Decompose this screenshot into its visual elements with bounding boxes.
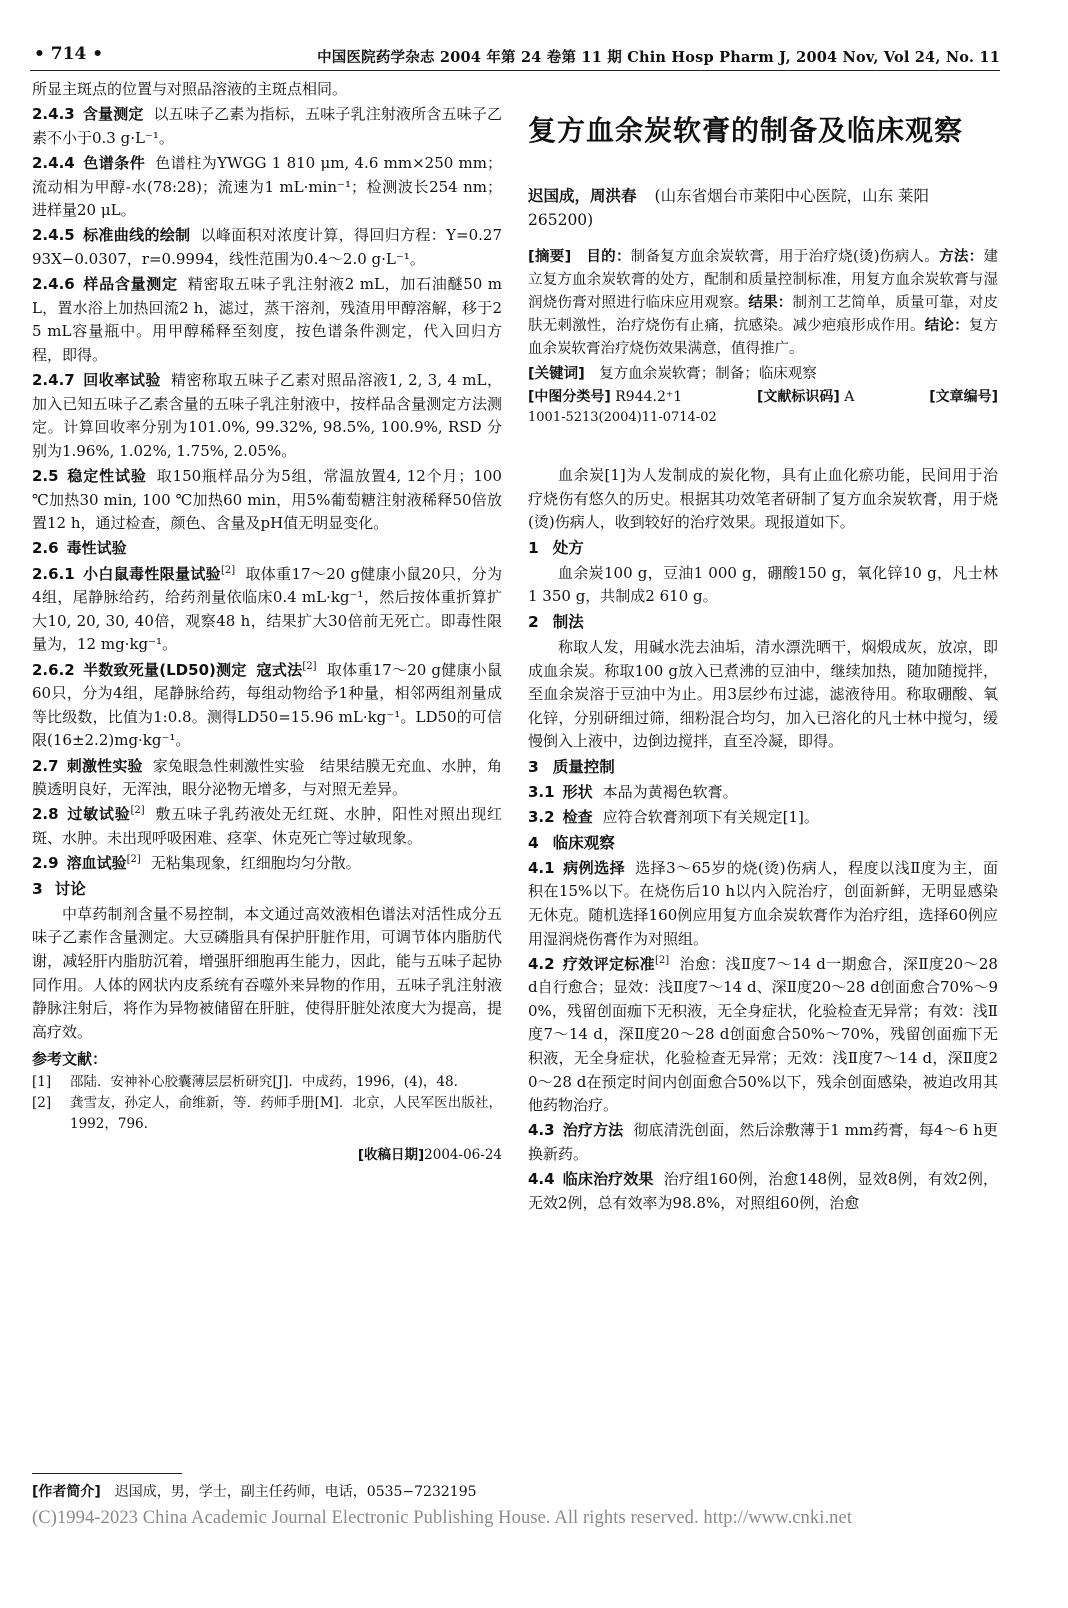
keywords-text: 复方血余炭软膏；制备；临床观察 bbox=[599, 366, 817, 382]
section-number: 4 bbox=[528, 833, 539, 852]
reference-item bbox=[32, 1093, 502, 1135]
received-label: [收稿日期] bbox=[357, 1147, 425, 1164]
section-title: 制法 bbox=[552, 612, 584, 631]
section-2-heading bbox=[528, 611, 998, 634]
section-number: 2.5 bbox=[32, 467, 59, 486]
section-text: 精密取五味子乳注射液2 mL，加石油醚50 mL，置水浴上加热回流2 h，滤过，蒸干溶剂，残渣用甲醇溶解，移于25 mL容量瓶中。用甲醇稀释至刻度，按色谱条件测定，代入回归方程，即得。 bbox=[32, 275, 502, 364]
section-text: 精密称取五味子乙素对照品溶液1, 2, 3, 4 mL，加入已知五味子乙素含量的五味子乳注射液中，按样品含量测定方法测定。计算回收率分别为101.0%, 99.32%, 98.5%, 100.9%, RSD 分别为1.96%, 1.02%, 1.75%, 2.05%。 bbox=[32, 371, 502, 460]
section-4-2 bbox=[528, 953, 998, 1118]
references-heading: 参考文献： bbox=[32, 1050, 108, 1069]
section-text: 家兔眼急性刺激性实验 结果结膜无充血、水肿，角膜透明良好，无浑浊，眼分泌物无增多，与对照无差异。 bbox=[32, 756, 502, 799]
discussion-paragraph: 中草药制剂含量不易控制，本文通过高效液相色谱法对活性成分五味子乙素作含量测定。大豆磷脂具有保护肝脏作用，可调节体内脂肪代谢，减轻肝内脂肪沉着，增强肝细胞再生能力，因此，能与五味子起协同作用。人体的网状内皮系统有吞噬外来异物的作用，五味子乳注射液静脉注射后，将作为异物被储留在肝脏，使得肝脏处浓度大为提高，提高疗效。 bbox=[32, 904, 502, 1041]
keywords bbox=[528, 363, 998, 386]
citation-ref: [2] bbox=[126, 854, 141, 866]
abstract-method-label: 方法： bbox=[939, 249, 984, 265]
section-2-4-4 bbox=[32, 152, 502, 223]
page-header bbox=[30, 44, 1000, 71]
continuation-paragraph: 所显主斑点的位置与对照品溶液的主斑点相同。 bbox=[32, 80, 348, 98]
citation-ref: [2] bbox=[220, 564, 236, 576]
section-2-4-3 bbox=[32, 103, 502, 150]
section-2-8 bbox=[32, 803, 502, 850]
section-4-3 bbox=[528, 1119, 998, 1166]
section-number: 2.4.3 bbox=[32, 105, 75, 124]
section-2-6-2 bbox=[32, 659, 502, 753]
section-title: 样品含量测定 bbox=[82, 275, 178, 294]
section-2-7 bbox=[32, 755, 502, 802]
abstract bbox=[528, 246, 998, 361]
section-title: 小白鼠毒性限量试验 bbox=[82, 564, 221, 583]
section-title: 含量测定 bbox=[82, 105, 144, 124]
section-3-heading-right bbox=[528, 756, 998, 779]
section-2-6-1 bbox=[32, 563, 502, 657]
abstract-label: [摘要] bbox=[528, 249, 572, 265]
section-text: 取体重17～20 g健康小鼠20只，分为4组，尾静脉给药，给药剂量依临床0.4 mL·kg⁻¹，然后按体重折算扩大10, 20, 30, 40倍，观察48 h，结果扩大30倍前无死亡。即毒性限量为，12 mg·kg⁻¹。 bbox=[32, 564, 502, 654]
section-number: 3 bbox=[32, 879, 43, 898]
section-4-4 bbox=[528, 1168, 998, 1215]
section-subtitle: 寇式法 bbox=[256, 660, 303, 679]
author-bio bbox=[32, 1482, 477, 1502]
doc-code-label: [文献标识码] bbox=[757, 389, 840, 405]
section-number: 2.4.4 bbox=[32, 153, 75, 172]
section-title: 色谱条件 bbox=[82, 153, 146, 172]
section-title: 形状 bbox=[562, 782, 593, 801]
received-date bbox=[32, 1143, 502, 1163]
section-number: 2.4.5 bbox=[32, 226, 75, 245]
section-number: 2.6.1 bbox=[32, 564, 75, 583]
section-4-heading bbox=[528, 832, 998, 855]
section-text: 以峰面积对浓度计算，得回归方程：Y=0.2793X−0.0307，r=0.9994，线性范围为0.4～2.0 g·L⁻¹。 bbox=[32, 226, 502, 268]
section-title: 病例选择 bbox=[562, 858, 626, 877]
article-number: 1001-5213(2004)11-0714-02 bbox=[528, 410, 717, 425]
section-text: 彻底清洗创面，然后涂敷薄于1 mm药膏，每4～6 h更换新药。 bbox=[528, 1121, 998, 1164]
section-text: 本品为黄褐色软膏。 bbox=[602, 782, 738, 801]
section-2-4-6 bbox=[32, 273, 502, 367]
article-number-label: [文章编号] bbox=[929, 389, 998, 405]
section-text: 敷五味子乳药液处无红斑、水肿，阳性对照出现红斑、水肿。未出现呼吸困难、痉挛、休克死亡等过敏现象。 bbox=[32, 805, 502, 847]
formula-paragraph: 血余炭100 g，豆油1 000 g，硼酸150 g，氧化锌10 g，凡士林1 350 g，共制成2 610 g。 bbox=[528, 563, 998, 606]
section-title: 讨论 bbox=[54, 879, 86, 898]
section-title: 标准曲线的绘制 bbox=[82, 226, 191, 245]
right-column bbox=[528, 78, 998, 1217]
section-number: 4.1 bbox=[528, 858, 555, 877]
section-number: 4.3 bbox=[528, 1121, 555, 1140]
reference-number: [1] bbox=[32, 1074, 52, 1091]
bio-text: 迟国成，男，学士，副主任药师，电话，0535−7232195 bbox=[114, 1484, 477, 1500]
section-2-9 bbox=[32, 852, 502, 876]
section-title: 刺激性实验 bbox=[66, 756, 143, 775]
section-title: 溶血试验 bbox=[66, 854, 127, 873]
citation-ref: [2] bbox=[302, 660, 317, 672]
author-names: 迟国成，周洪春 bbox=[528, 187, 637, 205]
section-number: 2.4.6 bbox=[32, 275, 75, 294]
citation-ref: [2] bbox=[655, 954, 670, 966]
section-text: 应符合软膏剂项下有关规定[1]。 bbox=[602, 808, 819, 827]
section-text: 以五味子乙素为指标，五味子乳注射液所含五味子乙素不小于0.3 g·L⁻¹。 bbox=[32, 105, 502, 147]
article-title: 复方血余炭软膏的制备及临床观察 bbox=[528, 114, 964, 147]
section-text: 色谱柱为YWGG 1 810 μm, 4.6 mm×250 mm；流动相为甲醇-水(78:28)；流速为1 mL·min⁻¹；检测波长254 nm；进样量20 μL。 bbox=[32, 153, 502, 220]
section-2-4-5 bbox=[32, 224, 502, 271]
section-number: 3.1 bbox=[528, 782, 555, 801]
bio-label: [作者简介] bbox=[32, 1484, 101, 1500]
section-number: 2.6.2 bbox=[32, 660, 75, 679]
section-3-heading bbox=[32, 878, 502, 901]
section-title: 治疗方法 bbox=[562, 1121, 624, 1140]
preparation-paragraph: 称取人发，用碱水洗去油垢，清水漂洗晒干，焖煅成灰，放凉，即成血余炭。称取100 g放入已煮沸的豆油中，继续加热，随加随搅拌，至血余炭溶于豆油中为止。用3层纱布过滤，滤液待用。称取硼酸、氧化锌，分别研细过筛，细粉混合均匀，加入已溶化的凡士林中搅匀，缓慢倒入上液中，边倒边搅拌，直至冷凝，即得。 bbox=[528, 637, 998, 751]
section-title: 处方 bbox=[552, 538, 584, 557]
left-column bbox=[32, 78, 502, 1177]
section-3-1 bbox=[528, 781, 998, 805]
intro-paragraph: 血余炭[1]为人发制成的炭化物，具有止血化瘀功能，民间用于治疗烧伤有悠久的历史。根据其功效笔者研制了复方血余炭软膏，用于烧(烫)伤病人，收到较好的治疗效果。现报道如下。 bbox=[528, 466, 998, 532]
section-title: 检查 bbox=[562, 808, 593, 827]
section-number: 2.8 bbox=[32, 805, 59, 824]
section-title: 稳定性试验 bbox=[66, 467, 147, 486]
copyright-watermark: (C)1994-2023 China Academic Journal Electronic Publishing House. All rights reserved. http://www.cnki.net bbox=[32, 1508, 853, 1528]
section-text: 取体重17～20 g健康小鼠60只，分为4组，尾静脉给药，每组动物给予1种量，相邻两组剂量成等比级数，比值为1:0.8。测得LD50=15.96 mL·kg⁻¹。LD50的可信限(16±2.2)mg·kg⁻¹。 bbox=[32, 660, 502, 750]
section-title: 毒性试验 bbox=[66, 539, 127, 558]
abstract-result: 制剂工艺简单，质量可靠，对皮肤无刺激性，治疗烧伤有止痛，抗感染。减少疤痕形成作用。 bbox=[528, 295, 999, 334]
section-title: 临床治疗效果 bbox=[562, 1170, 654, 1189]
abstract-objective-label: 目的： bbox=[586, 249, 631, 265]
section-number: 2.4.7 bbox=[32, 371, 75, 390]
section-number: 2.9 bbox=[32, 854, 59, 873]
abstract-conclusion-label: 结论： bbox=[924, 318, 969, 334]
abstract-objective: 制备复方血余炭软膏，用于治疗烧(烫)伤病人。 bbox=[630, 249, 940, 265]
section-number: 2.6 bbox=[32, 539, 59, 558]
keywords-label: [关键词] bbox=[528, 366, 585, 382]
section-number: 3.2 bbox=[528, 808, 555, 827]
abstract-conclusion: 复方血余炭软膏治疗烧伤效果满意，值得推广。 bbox=[528, 318, 999, 357]
reference-item bbox=[32, 1072, 502, 1093]
journal-citation: 中国医院药学杂志 2004 年第 24 卷第 11 期 Chin Hosp Pharm J, 2004 Nov, Vol 24, No. 11 bbox=[317, 49, 1000, 66]
section-text: 取150瓶样品分为5组，常温放置4, 12个月；100 ℃加热30 min, 100 ℃加热60 min，用5%葡萄糖注射液稀释50倍放置12 h，通过检查，颜色、含量及pH值无明显变化。 bbox=[32, 467, 502, 533]
citation-ref: [2] bbox=[130, 805, 145, 817]
section-1-heading bbox=[528, 537, 998, 560]
section-2-6 bbox=[32, 537, 502, 561]
section-title: 质量控制 bbox=[552, 757, 615, 776]
section-text: 治愈：浅Ⅱ度7～14 d一期愈合，深Ⅱ度20～28 d自行愈合；显效：浅Ⅱ度7～14 d、深Ⅱ度20～28 d创面愈合70%～90%，残留创面痂下无积液，无全身症状，化验检查无异常；有效：浅Ⅱ度7～14 d，深Ⅱ度20～28 d创面愈合50%～70%，残留创面痂下无积液，无全身症状，化验检查无异常；无效：浅Ⅱ度7～14 d，深Ⅱ度20～28 d在预定时间内创面愈合50%以下，残余创面感染，被迫改用其他药物治疗。 bbox=[528, 954, 998, 1115]
section-title: 过敏试验 bbox=[66, 805, 131, 824]
section-number: 2 bbox=[528, 612, 539, 631]
received-value: 2004-06-24 bbox=[424, 1147, 502, 1164]
section-2-5 bbox=[32, 465, 502, 536]
reference-text: 邵陆．安神补心胶囊薄层层析研究[J]．中成药，1996，(4)，48. bbox=[70, 1074, 458, 1091]
classification-line bbox=[528, 386, 998, 408]
section-text: 选择3～65岁的烧(烫)伤病人，程度以浅Ⅱ度为主，面积在15%以下。在烧伤后10 h以内入院治疗，创面新鲜，无明显感染无休克。随机选择160例应用复方血余炭软膏作为治疗组，选择60例应用湿润烧伤膏作为对照组。 bbox=[528, 858, 998, 948]
reference-number: [2] bbox=[32, 1095, 52, 1112]
doc-code-value: A bbox=[844, 389, 855, 405]
clc-label: [中图分类号] bbox=[528, 389, 611, 405]
section-number: 4.4 bbox=[528, 1170, 555, 1189]
section-title: 疗效评定标准 bbox=[562, 954, 655, 973]
section-number: 1 bbox=[528, 538, 539, 557]
clc-value: R944.2⁺1 bbox=[615, 389, 683, 405]
section-4-1 bbox=[528, 857, 998, 951]
abstract-result-label: 结果： bbox=[748, 295, 793, 311]
section-text: 无粘集现象，红细胞均匀分散。 bbox=[150, 854, 361, 873]
reference-text: 龚雪友，孙定人，俞维新，等．药师手册[M]．北京，人民军医出版社，1992，796. bbox=[70, 1095, 502, 1133]
page-number: • 714 • bbox=[34, 44, 104, 64]
footnote-divider bbox=[32, 1473, 182, 1474]
section-text: 治疗组160例，治愈148例，显效8例，有效2例，无效2例，总有效率为98.8%，对照组60例，治愈 bbox=[528, 1170, 998, 1212]
section-title: 半数致死量(LD50)测定 bbox=[82, 660, 247, 679]
author-line bbox=[528, 184, 998, 232]
section-number: 3 bbox=[528, 757, 539, 776]
abstract-method: 建立复方血余炭软膏的处方，配制和质量控制标准，用复方血余炭软膏与湿润烧伤膏对照进行临床应用观察。 bbox=[528, 249, 999, 311]
section-3-2 bbox=[528, 806, 998, 830]
section-2-4-7 bbox=[32, 369, 502, 463]
author-affiliation: (山东省烟台市莱阳中心医院，山东 莱阳 265200) bbox=[528, 187, 929, 229]
section-title: 临床观察 bbox=[552, 833, 615, 852]
section-title: 回收率试验 bbox=[82, 371, 161, 390]
section-number: 4.2 bbox=[528, 954, 555, 973]
section-number: 2.7 bbox=[32, 756, 59, 775]
